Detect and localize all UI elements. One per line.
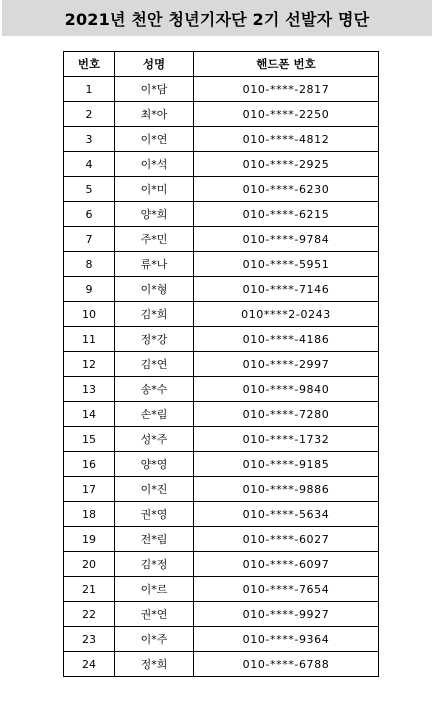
row-number: 15 (64, 427, 115, 452)
page-title: 2021년 천안 청년기자단 2기 선발자 명단 (64, 9, 370, 29)
table-row (64, 202, 379, 227)
row-name: 전*림 (115, 527, 194, 552)
row-phone: 010-****-1732 (194, 427, 379, 452)
row-phone: 010****2-0243 (194, 302, 379, 327)
row-number: 4 (64, 152, 115, 177)
row-phone: 010-****-5634 (194, 502, 379, 527)
row-name: 권*영 (115, 502, 194, 527)
table-row (64, 627, 379, 652)
table-row (64, 302, 379, 327)
table-row (64, 577, 379, 602)
row-name: 김*정 (115, 552, 194, 577)
table-row (64, 502, 379, 527)
header-number: 번호 (64, 52, 115, 77)
table-row (64, 377, 379, 402)
row-number: 10 (64, 302, 115, 327)
title-banner (2, 0, 432, 36)
row-phone: 010-****-9784 (194, 227, 379, 252)
row-number: 13 (64, 377, 115, 402)
table-row (64, 102, 379, 127)
row-name: 성*주 (115, 427, 194, 452)
row-number: 5 (64, 177, 115, 202)
table-row (64, 402, 379, 427)
row-name: 송*수 (115, 377, 194, 402)
row-name: 이*진 (115, 477, 194, 502)
row-number: 18 (64, 502, 115, 527)
row-name: 김*희 (115, 302, 194, 327)
row-number: 12 (64, 352, 115, 377)
table-row (64, 552, 379, 577)
row-number: 22 (64, 602, 115, 627)
table-row (64, 452, 379, 477)
table-row (64, 352, 379, 377)
row-name: 양*희 (115, 202, 194, 227)
row-name: 류*나 (115, 252, 194, 277)
row-number: 14 (64, 402, 115, 427)
row-name: 이*담 (115, 77, 194, 102)
row-phone: 010-****-7280 (194, 402, 379, 427)
table-row (64, 227, 379, 252)
row-number: 23 (64, 627, 115, 652)
row-phone: 010-****-6215 (194, 202, 379, 227)
row-number: 21 (64, 577, 115, 602)
row-number: 17 (64, 477, 115, 502)
row-name: 권*연 (115, 602, 194, 627)
row-phone: 010-****-9927 (194, 602, 379, 627)
table-row (64, 527, 379, 552)
row-phone: 010-****-4186 (194, 327, 379, 352)
row-phone: 010-****-6027 (194, 527, 379, 552)
row-phone: 010-****-2250 (194, 102, 379, 127)
table-row (64, 277, 379, 302)
row-number: 3 (64, 127, 115, 152)
row-name: 이*석 (115, 152, 194, 177)
header-phone: 핸드폰 번호 (194, 52, 379, 77)
row-number: 11 (64, 327, 115, 352)
row-name: 김*연 (115, 352, 194, 377)
row-name: 이*주 (115, 627, 194, 652)
row-number: 16 (64, 452, 115, 477)
row-name: 이*연 (115, 127, 194, 152)
row-name: 최*아 (115, 102, 194, 127)
row-phone: 010-****-9840 (194, 377, 379, 402)
row-phone: 010-****-2817 (194, 77, 379, 102)
table-row (64, 77, 379, 102)
row-name: 이*르 (115, 577, 194, 602)
row-name: 양*영 (115, 452, 194, 477)
table-row (64, 327, 379, 352)
row-number: 24 (64, 652, 115, 677)
row-phone: 010-****-9364 (194, 627, 379, 652)
table-header-row (64, 52, 379, 77)
table-row (64, 127, 379, 152)
row-name: 정*강 (115, 327, 194, 352)
row-name: 주*민 (115, 227, 194, 252)
row-phone: 010-****-9185 (194, 452, 379, 477)
row-phone: 010-****-2925 (194, 152, 379, 177)
row-number: 8 (64, 252, 115, 277)
row-phone: 010-****-6097 (194, 552, 379, 577)
row-number: 2 (64, 102, 115, 127)
table-row (64, 177, 379, 202)
row-phone: 010-****-6230 (194, 177, 379, 202)
table-row (64, 152, 379, 177)
row-phone: 010-****-7654 (194, 577, 379, 602)
row-phone: 010-****-2997 (194, 352, 379, 377)
selection-roster-table (63, 51, 379, 677)
row-number: 20 (64, 552, 115, 577)
table-row (64, 252, 379, 277)
row-number: 9 (64, 277, 115, 302)
row-name: 이*미 (115, 177, 194, 202)
row-name: 손*림 (115, 402, 194, 427)
row-name: 이*형 (115, 277, 194, 302)
row-number: 7 (64, 227, 115, 252)
row-phone: 010-****-7146 (194, 277, 379, 302)
row-phone: 010-****-9886 (194, 477, 379, 502)
header-name: 성명 (115, 52, 194, 77)
table-row (64, 427, 379, 452)
table-row (64, 477, 379, 502)
row-number: 19 (64, 527, 115, 552)
row-number: 6 (64, 202, 115, 227)
table-row (64, 602, 379, 627)
row-phone: 010-****-5951 (194, 252, 379, 277)
row-phone: 010-****-4812 (194, 127, 379, 152)
table-body (64, 77, 379, 677)
row-phone: 010-****-6788 (194, 652, 379, 677)
row-number: 1 (64, 77, 115, 102)
table-row (64, 652, 379, 677)
row-name: 정*희 (115, 652, 194, 677)
